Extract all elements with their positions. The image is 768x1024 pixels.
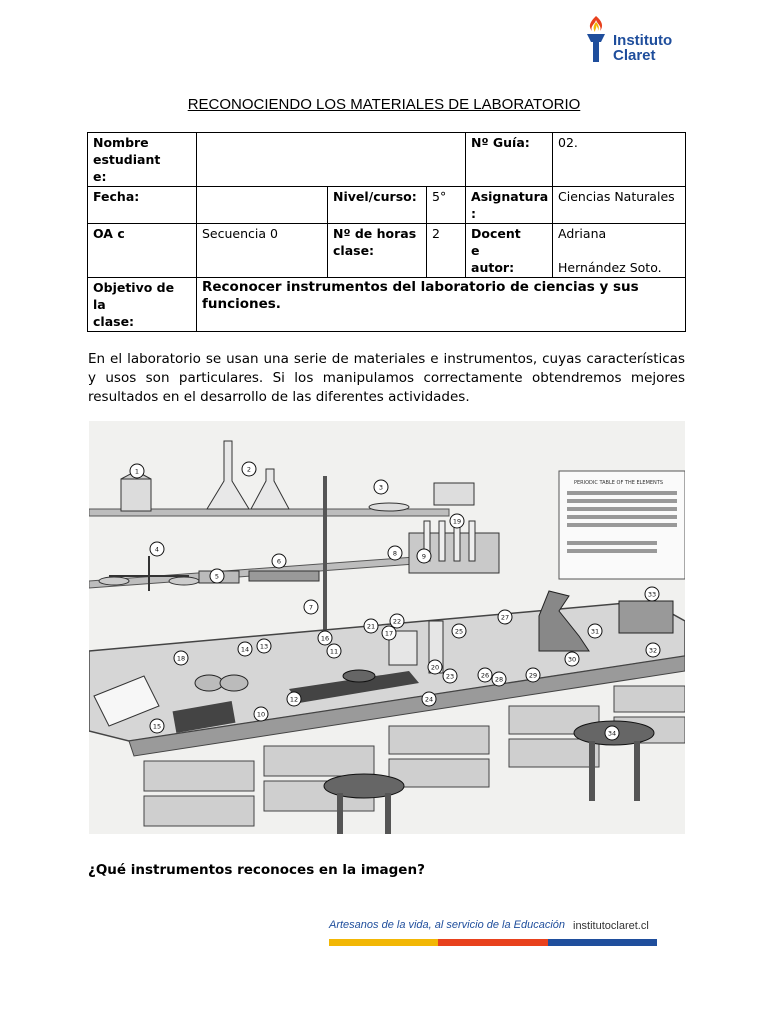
info-table: [87, 132, 686, 332]
logo-line-2: Claret: [613, 47, 656, 64]
table-row: [88, 224, 686, 278]
value-line: Adriana: [558, 226, 607, 241]
label-line: e: [471, 243, 480, 258]
question-prompt: ¿Qué instrumentos reconoces en la imagen?: [88, 862, 425, 878]
guia-label: Nº Guía:: [466, 133, 553, 187]
nombre-label: [88, 133, 197, 187]
footer-url[interactable]: institutoclaret.cl: [573, 920, 649, 932]
nivel-value: 5°: [427, 187, 466, 224]
table-row: [88, 187, 686, 224]
institute-logo: [580, 14, 710, 70]
oa-value: Secuencia 0: [197, 224, 328, 278]
horas-value: 2: [427, 224, 466, 278]
footer-bar-blue: [548, 939, 657, 946]
figure-marker-number: 9: [421, 552, 427, 561]
laboratory-illustration: [89, 421, 685, 834]
torch-icon: [580, 14, 612, 66]
figure-marker-number: 32: [648, 646, 658, 655]
docente-value: [553, 224, 686, 278]
label-line: Nombre: [93, 135, 149, 150]
footer-color-bar: [329, 939, 657, 946]
oa-label: OA c: [88, 224, 197, 278]
figure-marker-number: 30: [567, 655, 577, 664]
horas-label: [328, 224, 427, 278]
figure-marker-number: 15: [152, 722, 162, 731]
fecha-field[interactable]: [197, 187, 328, 224]
figure-marker-number: 4: [154, 545, 160, 554]
nivel-label: Nivel/curso:: [328, 187, 427, 224]
figure-marker-number: 31: [590, 627, 600, 636]
label-line: clase:: [93, 314, 135, 329]
footer-bar-yellow: [329, 939, 438, 946]
page-title: RECONOCIENDO LOS MATERIALES DE LABORATORIO: [187, 96, 581, 113]
lab-drawing: [89, 421, 685, 834]
figure-marker-number: 28: [494, 675, 504, 684]
label-line: Objetivo de la: [93, 280, 175, 312]
intro-paragraph: En el laboratorio se usan una serie de materiales e instrumentos, cuyas características y usos son particulares. Si los manipulamos correctamente obtendremos mejores resultados en el desarrollo de las diferentes actividades.: [88, 351, 685, 405]
figure-marker-number: 25: [454, 627, 464, 636]
label-line: estudiant: [93, 152, 161, 167]
label-line: Nº de horas: [333, 226, 417, 241]
label-line: autor:: [471, 260, 515, 275]
figure-marker-number: 10: [256, 710, 266, 719]
asignatura-label: [466, 187, 553, 224]
logo-text: [613, 33, 672, 63]
label-line: clase:: [333, 243, 375, 258]
figure-marker-number: 20: [430, 663, 440, 672]
figure-marker-number: 6: [276, 557, 282, 566]
figure-marker-number: 19: [452, 517, 462, 526]
figure-marker-number: 2: [246, 465, 252, 474]
figure-marker-number: 21: [366, 622, 376, 631]
figure-marker-number: 18: [176, 654, 186, 663]
label-line: e:: [93, 169, 107, 184]
figure-marker-number: 3: [378, 483, 384, 492]
label-line: :: [471, 206, 477, 221]
figure-marker-number: 13: [259, 642, 269, 651]
periodic-table-title: PERIODIC TABLE OF THE ELEMENTS: [574, 480, 664, 486]
objetivo-label: [88, 278, 197, 332]
figure-marker-number: 22: [392, 617, 402, 626]
figure-marker-number: 24: [424, 695, 434, 704]
guia-value: 02.: [553, 133, 686, 187]
figure-marker-number: 27: [500, 613, 510, 622]
fecha-label: Fecha:: [88, 187, 197, 224]
figure-marker-number: 12: [289, 695, 299, 704]
label-line: Docent: [471, 226, 521, 241]
objetivo-value: Reconocer instrumentos del laboratorio de ciencias y sus funciones.: [197, 278, 686, 332]
table-row: [88, 278, 686, 332]
docente-label: [466, 224, 553, 278]
figure-marker-number: 23: [445, 672, 455, 681]
figure-marker-number: 34: [607, 729, 617, 738]
table-row: [88, 133, 686, 187]
logo-line-1: Instituto: [613, 32, 673, 49]
nombre-field[interactable]: [197, 133, 466, 187]
figure-marker-number: 5: [214, 572, 220, 581]
figure-marker-number: 11: [329, 647, 339, 656]
label-line: Asignatura: [471, 189, 549, 204]
figure-marker-number: 29: [528, 671, 538, 680]
figure-marker-number: 8: [392, 549, 398, 558]
figure-marker-number: 26: [480, 671, 490, 680]
footer-bar-red: [438, 939, 547, 946]
figure-marker-number: 14: [240, 645, 250, 654]
asignatura-value: Ciencias Naturales: [553, 187, 686, 224]
figure-marker-number: 17: [384, 629, 394, 638]
value-line: Hernández Soto.: [558, 260, 662, 275]
value-line: [558, 242, 680, 259]
footer-slogan: Artesanos de la vida, al servicio de la Educación: [329, 919, 566, 931]
figure-marker-number: 1: [134, 467, 140, 476]
figure-marker-number: 7: [308, 603, 314, 612]
figure-marker-number: 16: [320, 634, 330, 643]
figure-marker-number: 33: [647, 590, 657, 599]
